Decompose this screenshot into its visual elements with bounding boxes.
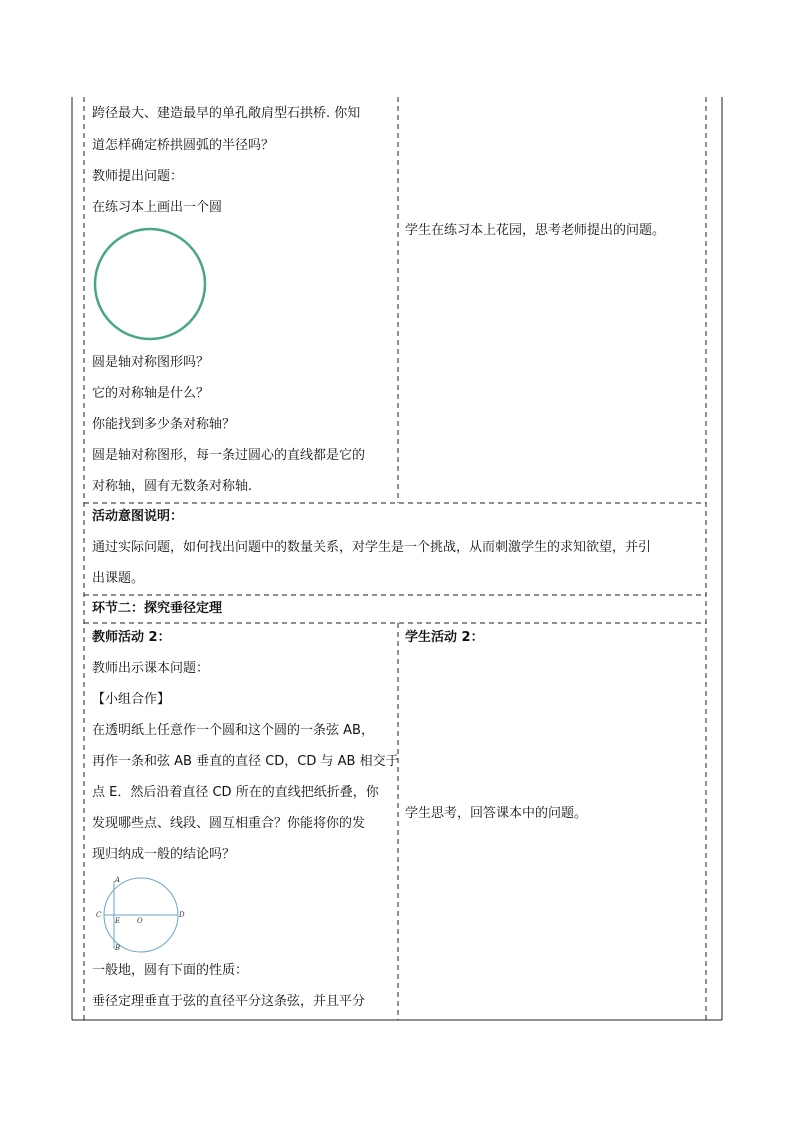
- row2-line-6: 发现哪些点、线段、圆互相重合？你能将你的发: [92, 816, 366, 831]
- label-c: C: [96, 911, 102, 919]
- row2-line-7: 现归纳成一般的结论吗？: [92, 847, 236, 862]
- circle-figure: [88, 222, 212, 346]
- row1-line-7: 你能找到多少条对称轴？: [92, 417, 236, 432]
- row2-line-9: 垂径定理垂直于弦的直径平分这条弦，并且平分: [92, 994, 366, 1009]
- section2-title: 环节二：探究垂径定理: [92, 601, 223, 616]
- label-e: E: [115, 917, 121, 925]
- intent-line-1: 通过实际问题，如何找出问题中的数量关系，对学生是一个挑战，从而刺激学生的求知欲望，并引: [92, 540, 652, 555]
- row1-student-text: 学生在练习本上花园，思考老师提出的问题。: [405, 223, 666, 238]
- label-b: B: [115, 944, 121, 952]
- row2-student-text: 学生思考，回答课本中的问题。: [405, 806, 588, 821]
- row2-line-1: 教师出示课本问题：: [92, 661, 210, 676]
- circle: [95, 229, 205, 339]
- row2-line-3: 在透明纸上任意作一个圆和这个圆的一条弦 AB，: [92, 723, 374, 738]
- row1-line-1: 跨径最大、建造最早的单孔敞肩型石拱桥. 你知: [92, 106, 361, 121]
- row1-line-6: 它的对称轴是什么？: [92, 386, 210, 401]
- intent-line-2: 出课题。: [92, 571, 145, 586]
- label-o: O: [137, 917, 143, 925]
- row1-line-2: 道怎样确定桥拱圆弧的半径吗？: [92, 138, 275, 153]
- row1-line-8: 圆是轴对称图形，每一条过圆心的直线都是它的: [92, 448, 366, 463]
- row2-line-8: 一般地，圆有下面的性质：: [92, 963, 249, 978]
- row1-line-3: 教师提出问题：: [92, 169, 184, 184]
- row1-line-9: 对称轴，圆有无数条对称轴.: [92, 479, 253, 494]
- student-activity-title: 学生活动 2：: [405, 630, 484, 645]
- label-a: A: [115, 876, 121, 884]
- label-d: D: [179, 911, 185, 919]
- row2-line-4: 再作一条和弦 AB 垂直的直径 CD，CD 与 AB 相交于: [92, 754, 399, 769]
- row2-line-2: 【小组合作】: [92, 692, 171, 707]
- intent-title: 活动意图说明：: [92, 509, 184, 524]
- row1-line-4: 在练习本上画出一个圆: [92, 200, 223, 215]
- chord-diagram: [92, 872, 192, 956]
- row1-line-5: 圆是轴对称图形吗？: [92, 355, 210, 370]
- row2-line-5: 点 E．然后沿着直径 CD 所在的直线把纸折叠，你: [92, 785, 379, 800]
- teacher-activity-title: 教师活动 2：: [92, 630, 171, 645]
